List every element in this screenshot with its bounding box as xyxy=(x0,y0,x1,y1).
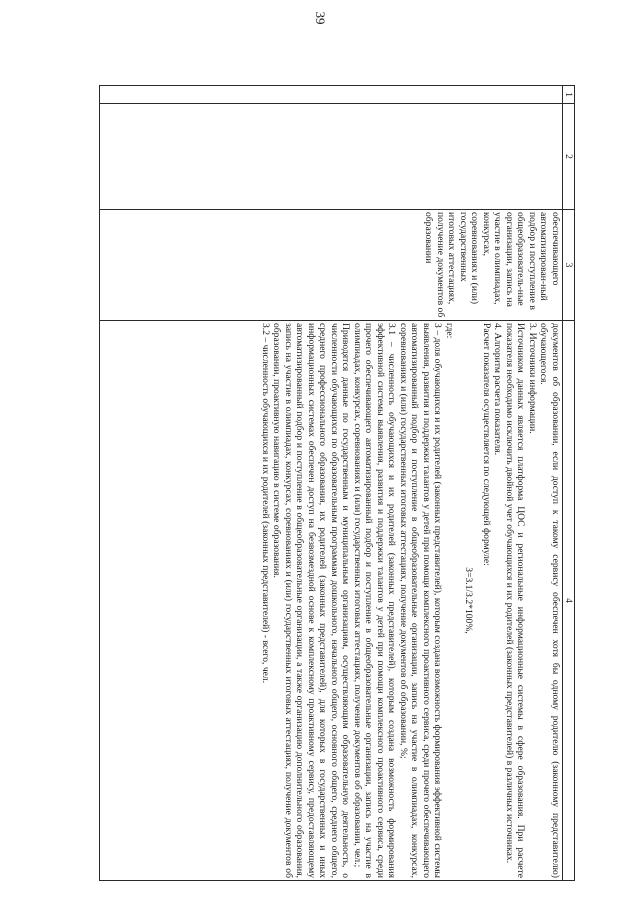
formula: З=З.1/З.2*100%, xyxy=(463,567,475,634)
definition-z2: З.2 – численность обучающихся и их родителей (законных представителей) - всего, чел. xyxy=(260,323,271,684)
definition-z: З – доля обучающихся и их родителей (законных представителей), которым создана возможность формирования эффективной системы выявления, развития и поддержки талантов у детей при помощи комплексного проактивного сервиса, среди прочего обеспечивающего автоматизированный подбор и поступление в общеобразовательные организации, запись на участие в олимпиадах, конкурсах, соревнованиях и (или) государственных итоговых аттестациях, получение документов об образовании, %; xyxy=(398,323,444,878)
page-number: 39 xyxy=(313,11,328,25)
formula-intro: Расчет показателя осуществляется по следующей формуле: xyxy=(481,323,492,566)
table-row xyxy=(100,86,563,881)
header-col-4: 4 xyxy=(563,321,575,881)
definition-z1: З.1 – численность обучающихся и их родителей (законных представителей), которым создана возможность формирования эффективной системы выявления, развития и поддержки талантов у детей при помощи комплексного проактивного сервиса, среди прочего обеспечивающего автоматизированный подбор и поступление в общеобразовательные организации, запись на участие в олимпиадах, конкурсах, соревнованиях и (или) государственных итоговых аттестациях, получение документов об образовании, чел.; xyxy=(352,323,398,878)
header-col-3: 3 xyxy=(563,210,575,321)
data-source-note: Приводятся данные по государственным и муниципальным организациям, осуществляющим образовательную деятельность, о численности обучающихся по образовательным программам дошкольного, начального общего, основного общего, среднего общего, среднего профессионального образования, их родителей (законных представителей), для которых в государственных и иных информационных системах обеспечен доступ на безвозмездной основе к комплексному проактивному сервису, предоставляющему автоматизированный подбор и поступление в общеобразовательные организации, а также организацию дополнительного образования, запись на участие в олимпиадах, конкурсах, соревнованиях и (или) государственных итоговых аттестациях, получение документов об образовании, проактивную навигацию в системе образования. xyxy=(271,323,352,878)
cell-methodology xyxy=(100,321,563,881)
sources-heading: 3. Источники информации. xyxy=(527,323,538,434)
indicator-table xyxy=(99,85,575,881)
algorithm-heading: 4. Алгоритм расчета показателя. xyxy=(492,323,504,456)
cell-col-2 xyxy=(100,104,563,210)
cell-col-1 xyxy=(100,86,563,104)
methodology-paragraph-1: документов об образовании, если доступ к такому сервису обеспечен хотя бы одному родителю (законному представителю) обучающегося. xyxy=(538,323,561,878)
cell-service-description: обеспечивающего автоматизирован-ный подбор и поступление в общеобразователь-ные организации, запись на участие в олимпиадах, конкурсах, соревнованиях и (или) государственных итоговых аттестациях, получение документов об образовании xyxy=(100,210,563,321)
header-col-2: 2 xyxy=(563,104,575,210)
header-col-1: 1 xyxy=(563,86,575,104)
where-label: где: xyxy=(444,323,455,339)
sources-text: Источником данных является платформа ЦОС и региональные информационные системы в сфере образования. При расчете показателя необходимо исключить двойной учет обучающихся и их родителей (законных представителей) в различных источниках. xyxy=(504,323,527,878)
rotated-table-container xyxy=(99,85,575,880)
header-row xyxy=(563,86,575,881)
